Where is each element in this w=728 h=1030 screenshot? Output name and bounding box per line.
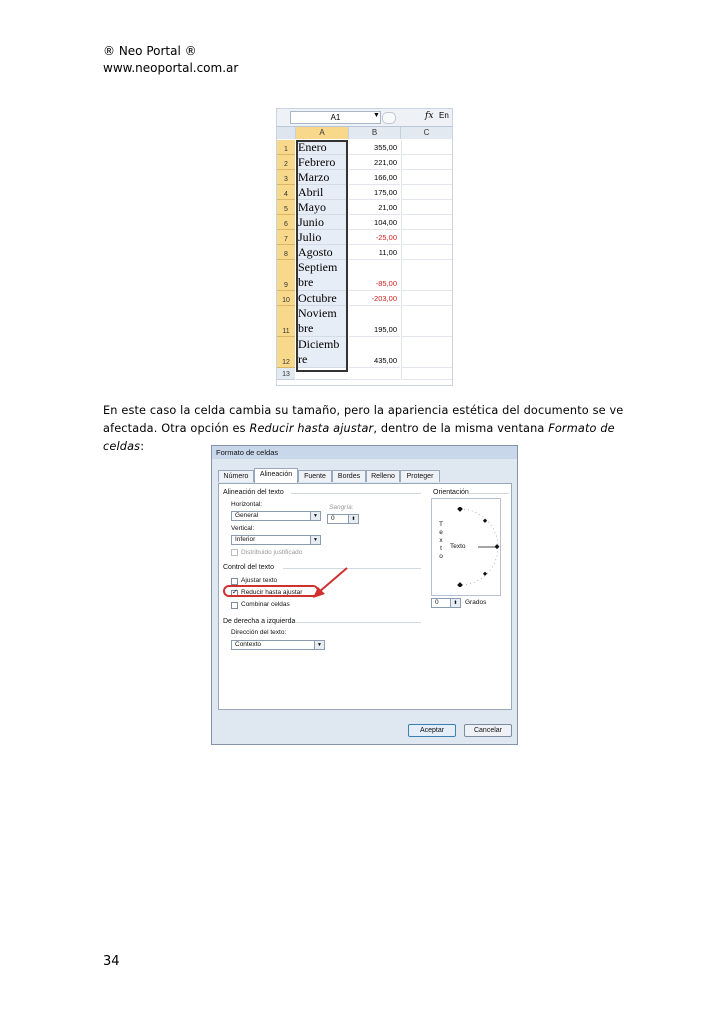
- paragraph-text: :: [140, 440, 145, 453]
- tab-numero[interactable]: Número: [218, 470, 254, 482]
- chevron-down-icon: ▼: [310, 536, 320, 544]
- cell-b-value: 435,00: [374, 356, 397, 365]
- row-header: [277, 260, 295, 291]
- row-header: [277, 155, 295, 170]
- cancel-button[interactable]: Cancelar: [464, 724, 512, 737]
- direction-value: Contexto: [235, 641, 262, 648]
- formula-bar: [277, 109, 452, 127]
- chevron-down-icon: ▼: [373, 112, 380, 119]
- orientation-box[interactable]: [431, 498, 501, 596]
- tab-bordes[interactable]: Bordes: [332, 470, 366, 482]
- cell-c: [401, 140, 452, 155]
- shrink-to-fit-label: Reducir hasta ajustar: [241, 589, 303, 596]
- format-cells-dialog: [211, 445, 518, 745]
- cell-b-value: 221,00: [374, 158, 397, 167]
- row-header: [277, 140, 295, 155]
- row-header: [277, 185, 295, 200]
- cell-a: Agosto: [296, 245, 348, 260]
- row-header: [277, 306, 295, 337]
- cell-b-value: 104,00: [374, 218, 397, 227]
- indent-value: 0: [331, 515, 335, 522]
- row-header: [277, 368, 295, 380]
- degrees-label: Grados: [465, 599, 487, 606]
- cell-c: [401, 170, 452, 185]
- cell-b: [349, 155, 400, 170]
- orientation-text-sample: Texto: [450, 543, 466, 550]
- paragraph-emphasis: Formato de celdas: [103, 422, 615, 453]
- cell-b: [349, 306, 400, 337]
- cell-a: Junio: [296, 215, 348, 230]
- function-icon: fx: [425, 111, 434, 121]
- column-header-b: B: [349, 127, 401, 139]
- group-title-rtl: De derecha a izquierda: [223, 618, 296, 625]
- cell-a: Mayo: [296, 200, 348, 215]
- cell-c: [401, 306, 452, 337]
- select-all-corner: [277, 127, 296, 139]
- cell-a: Febrero: [296, 155, 348, 170]
- ok-button[interactable]: Aceptar: [408, 724, 456, 737]
- cell-b: [349, 215, 400, 230]
- horizontal-value: General: [235, 512, 259, 519]
- cell-a: Noviem bre: [296, 306, 348, 337]
- cell-b-value: 166,00: [374, 173, 397, 182]
- page-number: 34: [103, 954, 120, 969]
- row-number: 11: [282, 328, 290, 335]
- tab-proteger[interactable]: Proteger: [400, 470, 440, 482]
- row-number: 1: [284, 146, 288, 153]
- group-title-orientation: Orientación: [433, 489, 469, 496]
- cell-b: [349, 230, 400, 245]
- cell-b-value: 11,00: [378, 248, 397, 257]
- cell-c: [401, 185, 452, 200]
- cell-c: [401, 200, 452, 215]
- row-number: 9: [284, 282, 288, 289]
- header-url: www.neoportal.com.ar: [103, 61, 239, 75]
- checkmark-icon: ✓: [232, 589, 238, 596]
- cell-b: [349, 140, 400, 155]
- group-title-alignment: Alineación del texto: [223, 489, 284, 496]
- row-number: 13: [282, 371, 290, 378]
- vertical-select[interactable]: [231, 535, 321, 545]
- direction-select[interactable]: [231, 640, 325, 650]
- row-header: [277, 170, 295, 185]
- divider: [469, 493, 509, 494]
- paragraph-emphasis: Reducir hasta ajustar: [249, 422, 374, 435]
- cell-b-value: 355,00: [374, 143, 397, 152]
- paragraph-text: , dentro de la misma ventana: [373, 422, 549, 435]
- group-title-control: Control del texto: [223, 564, 274, 571]
- cell-c: [401, 155, 452, 170]
- tab-alineacion[interactable]: Alineación: [254, 468, 298, 483]
- cell-b: [349, 245, 400, 260]
- cell-b-value: -25,00: [375, 233, 397, 242]
- cell-a: Enero: [296, 140, 348, 155]
- cell-c: [401, 368, 452, 380]
- vertical-label: Vertical:: [231, 525, 255, 532]
- cell-a: [296, 368, 348, 380]
- divider: [283, 568, 421, 569]
- chevron-down-icon: ▼: [314, 641, 324, 649]
- spreadsheet-screenshot: [276, 108, 453, 386]
- direction-label: Dirección del texto:: [231, 629, 287, 636]
- formula-value: En: [439, 111, 449, 120]
- row-header: [277, 200, 295, 215]
- spinner-icon: ⬍: [348, 515, 358, 523]
- cell-c: [401, 215, 452, 230]
- distributed-label: Distribuido justificado: [241, 549, 303, 556]
- cell-c: [401, 230, 452, 245]
- row-header: [277, 245, 295, 260]
- cell-b-value: 21,00: [378, 203, 397, 212]
- indent-label: Sangría:: [329, 504, 354, 511]
- cell-a: Abril: [296, 185, 348, 200]
- cell-b-value: 175,00: [374, 188, 397, 197]
- cell-b-value: 195,00: [374, 325, 397, 334]
- chevron-down-icon: ▼: [310, 512, 320, 520]
- divider: [291, 493, 421, 494]
- cell-c: [401, 245, 452, 260]
- row-number: 10: [282, 297, 290, 304]
- name-box: A1: [290, 111, 381, 124]
- horizontal-label: Horizontal:: [231, 501, 263, 508]
- indent-stepper[interactable]: [327, 514, 359, 524]
- vertical-text-sample: T e x t o: [439, 521, 443, 560]
- cell-a: Octubre: [296, 291, 348, 306]
- cell-c: [401, 337, 452, 368]
- cell-b: [349, 368, 400, 380]
- distributed-checkbox[interactable]: [231, 549, 238, 556]
- cell-b-value: -203,00: [371, 294, 397, 303]
- wrap-text-checkbox[interactable]: [231, 578, 238, 585]
- cell-b-value: -85,00: [375, 279, 397, 288]
- row-header: [277, 215, 295, 230]
- cell-a: Marzo: [296, 170, 348, 185]
- tab-relleno[interactable]: Relleno: [366, 470, 400, 482]
- header-brand: ® Neo Portal ®: [103, 44, 197, 58]
- spinner-icon: ⬍: [450, 599, 460, 607]
- degrees-value: 0: [435, 599, 439, 606]
- degrees-stepper[interactable]: [431, 598, 461, 608]
- column-header-a: A: [296, 127, 349, 139]
- vertical-value: Inferior: [235, 536, 256, 543]
- merge-cells-checkbox[interactable]: [231, 602, 238, 609]
- cell-b: [349, 291, 400, 306]
- horizontal-select[interactable]: [231, 511, 321, 521]
- merge-cells-label: Combinar celdas: [241, 601, 290, 608]
- cell-b: [349, 260, 400, 291]
- row-number: 12: [282, 359, 290, 366]
- row-number: 6: [284, 221, 288, 228]
- cell-b: [349, 170, 400, 185]
- cell-a: Julio: [296, 230, 348, 245]
- divider: [295, 622, 421, 623]
- paragraph-text: En este caso la celda cambia su tamaño, pero la apariencia estética del documento se ve afectada. Otra opción es: [103, 404, 624, 435]
- formula-separator: [382, 112, 396, 124]
- tab-fuente[interactable]: Fuente: [298, 470, 332, 482]
- cell-a: Septiem bre: [296, 260, 348, 291]
- row-header: [277, 291, 295, 306]
- cell-c: [401, 260, 452, 291]
- red-arrow-icon: [309, 566, 351, 602]
- alignment-panel: [218, 483, 512, 710]
- wrap-text-label: Ajustar texto: [241, 577, 278, 584]
- dialog-title: Formato de celdas: [212, 446, 517, 459]
- row-number: 3: [284, 176, 288, 183]
- row-header: [277, 337, 295, 368]
- cell-a: Diciemb re: [296, 337, 348, 368]
- row-number: 2: [284, 161, 288, 168]
- column-header-c: C: [401, 127, 453, 139]
- row-number: 7: [284, 236, 288, 243]
- row-header: [277, 230, 295, 245]
- row-number: 8: [284, 251, 288, 258]
- cell-b: [349, 200, 400, 215]
- row-number: 5: [284, 206, 288, 213]
- cell-c: [401, 291, 452, 306]
- highlight-circle: [223, 585, 319, 597]
- row-number: 4: [284, 191, 288, 198]
- cell-b: [349, 337, 400, 368]
- cell-b: [349, 185, 400, 200]
